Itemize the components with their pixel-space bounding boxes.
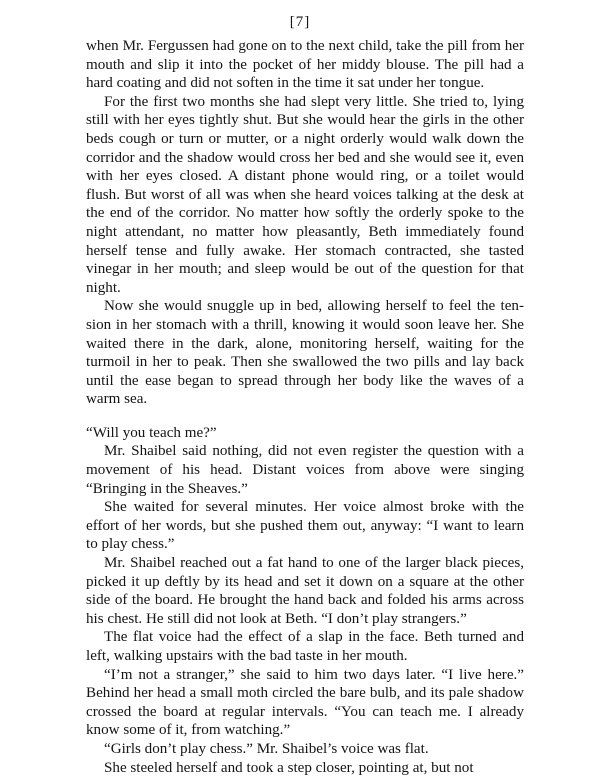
paragraph-steeled: She steeled herself and took a step closer, pointing at, but not <box>104 759 474 776</box>
body-text <box>86 37 524 777</box>
paragraph-sleep: For the first two months she had slept very little. She tried to, lying still with her eyes tightly shut. But she would hear the girls in the other beds cough or turn or mutter, or a night orderly would walk down the corridor and the shadow would cross her bed and she would see it, even with her eyes closed. A distant phone would ring, or a toilet would flush. But worst of all was when she heard voices talking at the desk at the end of the corridor. No matter how softly the orderly spoke to the night attendant, no matter how pleasantly, Beth immediately found herself tense and fully awake. Her stomach contracted, she tasted vinegar in her mouth; and sleep would be out of the question for that night. <box>86 93 524 296</box>
paragraph-continuation: when Mr. Fergussen had gone on to the next child, take the pill from her mouth and slip it into the pocket of her middy blouse. The pill had a hard coating and did not soften in the time it sat under her tongue. <box>86 38 524 92</box>
paragraph-pills: Now she would snuggle up in bed, allowing herself to feel the ten-sion in her stomach with a thrill, knowing it would soon leave her. She waited there in the dark, alone, monitoring herself, waiting for the turmoil in her to peak. Then she swallowed the two pills and lay back until the ease began to spread through her body like the waves of a warm sea. <box>86 298 524 408</box>
paragraph-not-stranger: “I’m not a stranger,” she said to him two days later. “I live here.” Behind her head a small moth circled the bare bulb, and its pale shadow crossed the board at regular intervals. “You can teach me. I already know some of it, from watching.” <box>86 666 524 739</box>
paragraph-girls-dont-play: “Girls don’t play chess.” Mr. Shaibel’s voice was flat. <box>104 740 429 757</box>
paragraph-flat-voice: The flat voice had the effect of a slap in the face. Beth turned and left, walking upstairs with the bad taste in her mouth. <box>86 629 524 664</box>
paragraph-dialogue-start: “Will you teach me?” <box>86 424 217 441</box>
paragraph-beth-asks: She waited for several minutes. Her voice almost broke with the effort of her words, but she pushed them out, anyway: “I want to learn to play chess.” <box>86 499 524 553</box>
page-number: [7] <box>289 14 311 30</box>
paragraph-shaibel-silent: Mr. Shaibel said nothing, did not even register the question with a movement of his head. Distant voices from above were singing “Bringing in the Sheaves.” <box>86 443 524 497</box>
paragraph-shaibel-moves: Mr. Shaibel reached out a fat hand to one of the larger black pieces, picked it up deftly by its head and set it down on a square at the other side of the board. He brought the hand back and folded his arms across his chest. He still did not look at Beth. “I don’t play strangers.” <box>86 555 524 627</box>
